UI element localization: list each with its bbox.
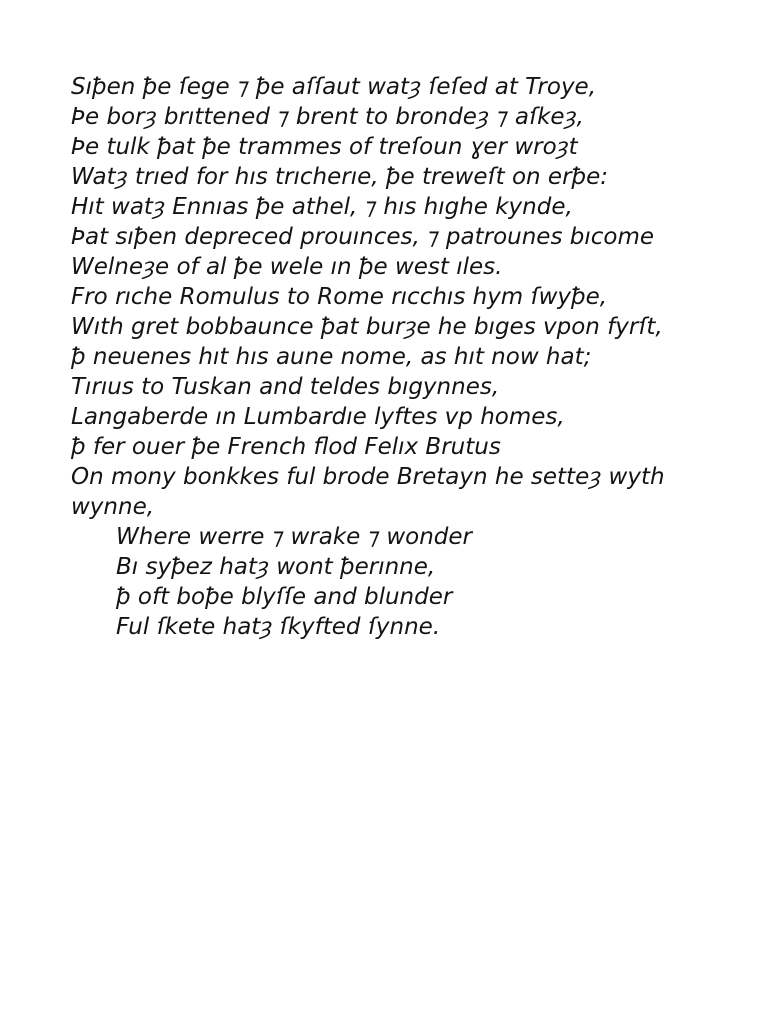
verse-line-2: Þe borȝ brıttened ⁊ brent to brondeȝ ⁊ aſkeȝ, bbox=[71, 104, 584, 130]
verse-line-7: Welneȝe of al ꝥe wele ın ꝥe west ıles. bbox=[71, 254, 503, 280]
verse-line-3: Þe tulk ꝥat ꝥe trammes of treſoun ɣer wroȝt bbox=[71, 134, 578, 160]
bob-wheel-line-1: Where werre ⁊ wrake ⁊ wonder bbox=[116, 524, 473, 550]
verse-line-12: Langaberde ın Lumbardıe lyftes vp homes, bbox=[71, 404, 565, 430]
verse-line-8: Fro rıche Romulus to Rome rıcchıs hym ſwyꝥe, bbox=[71, 284, 608, 310]
verse-line-5: Hıt watȝ Ennıas ꝥe athel, ⁊ hıs hıghe kynde, bbox=[71, 194, 573, 220]
verse-line-1: Sıꝥen ꝥe ſege ⁊ ꝥe aſſaut watȝ ſeſed at Troye, bbox=[71, 74, 597, 100]
bob-wheel-line-2: Bı syꝥez hatȝ wont ꝥerınne, bbox=[116, 554, 436, 580]
verse-line-9: Wıth gret bobbaunce ꝥat burȝe he bıges vpon fyrſt, bbox=[71, 314, 663, 340]
verse-line-10: ꝥ neuenes hıt hıs aune nome, as hıt now hat; bbox=[71, 344, 592, 370]
verse-line-13: ꝥ fer ouer ꝥe French flod Felıx Brutus bbox=[71, 434, 501, 460]
bob-wheel-line-3: ꝥ oft boꝥe blyſſe and blunder bbox=[116, 584, 453, 610]
poem-text bbox=[71, 72, 691, 642]
verse-line-14: On mony bonkkes ful brode Bretayn he setteȝ wyth wynne, bbox=[71, 464, 665, 520]
verse-line-11: Tırıus to Tuskan and teldes bıgynnes, bbox=[71, 374, 500, 400]
verse-line-6: Þat sıꝥen depreced prouınces, ⁊ patrounes bıcome bbox=[71, 224, 654, 250]
verse-line-4: Watȝ trıed for hıs trıcherıe, ꝥe treweſt on erꝥe: bbox=[71, 164, 609, 190]
bob-wheel-line-4: Ful ſkete hatȝ ſkyfted ſynne. bbox=[116, 614, 441, 640]
